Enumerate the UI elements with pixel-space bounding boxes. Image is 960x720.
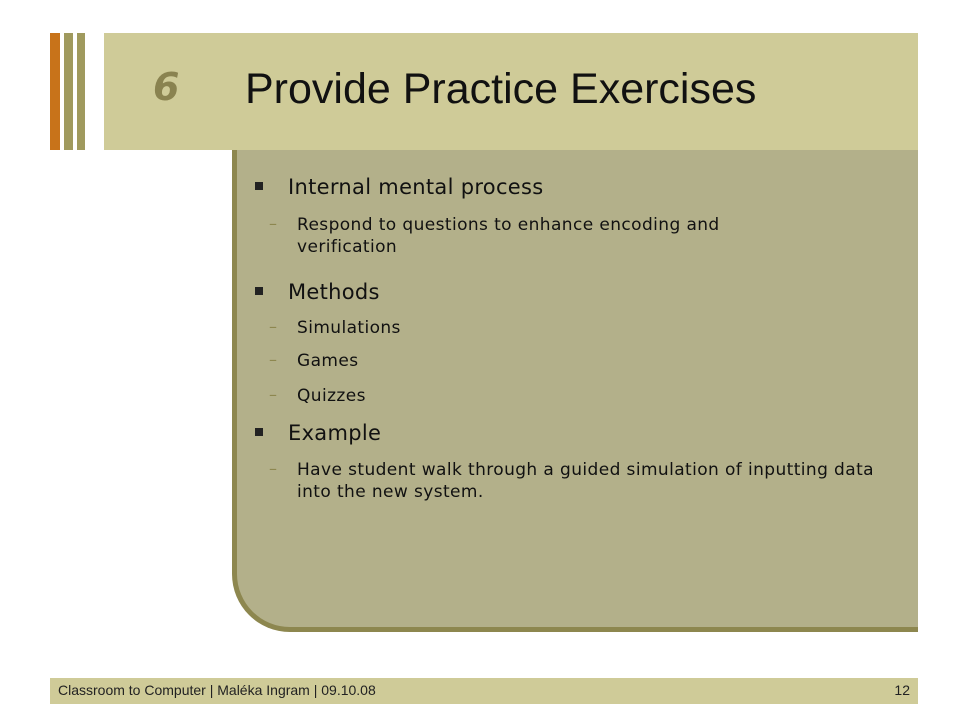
square-bullet-icon (255, 428, 263, 436)
bullet-text: Methods (288, 280, 380, 304)
sub-bullet-text: Quizzes (297, 386, 366, 406)
slide-title: Provide Practice Exercises (245, 65, 757, 113)
footer-text: Classroom to Computer | Maléka Ingram | 09.10.08 (58, 682, 376, 698)
square-bullet-icon (255, 182, 263, 190)
sub-bullet-item (269, 214, 737, 258)
dash-bullet-icon: – (269, 317, 278, 336)
sub-bullet-item (269, 385, 366, 407)
page-number: 12 (894, 682, 910, 698)
accent-bar-orange (50, 33, 60, 150)
bullet-text: Example (288, 421, 382, 445)
sub-bullet-item (269, 350, 359, 372)
bullet-item (255, 280, 380, 304)
sub-bullet-text: Games (297, 351, 359, 371)
bullet-text: Internal mental process (288, 175, 544, 199)
accent-bar-olive (77, 33, 85, 150)
accent-bar-olive (64, 33, 73, 150)
dash-bullet-icon: – (269, 214, 278, 233)
dash-bullet-icon: – (269, 459, 278, 478)
square-bullet-icon (255, 287, 263, 295)
sub-bullet-text: Have student walk through a guided simulation of inputting data into the new system. (297, 460, 874, 502)
dash-bullet-icon: – (269, 350, 278, 369)
slide-number: 6 (153, 65, 180, 109)
sub-bullet-text: Respond to questions to enhance encoding and verification (297, 215, 720, 257)
footer-bar (50, 678, 918, 704)
content-panel (232, 150, 918, 632)
bullet-item (255, 421, 381, 445)
sub-bullet-item (269, 459, 897, 503)
bullet-item (255, 175, 544, 199)
dash-bullet-icon: – (269, 385, 278, 404)
sub-bullet-text: Simulations (297, 318, 401, 338)
sub-bullet-item (269, 317, 401, 339)
